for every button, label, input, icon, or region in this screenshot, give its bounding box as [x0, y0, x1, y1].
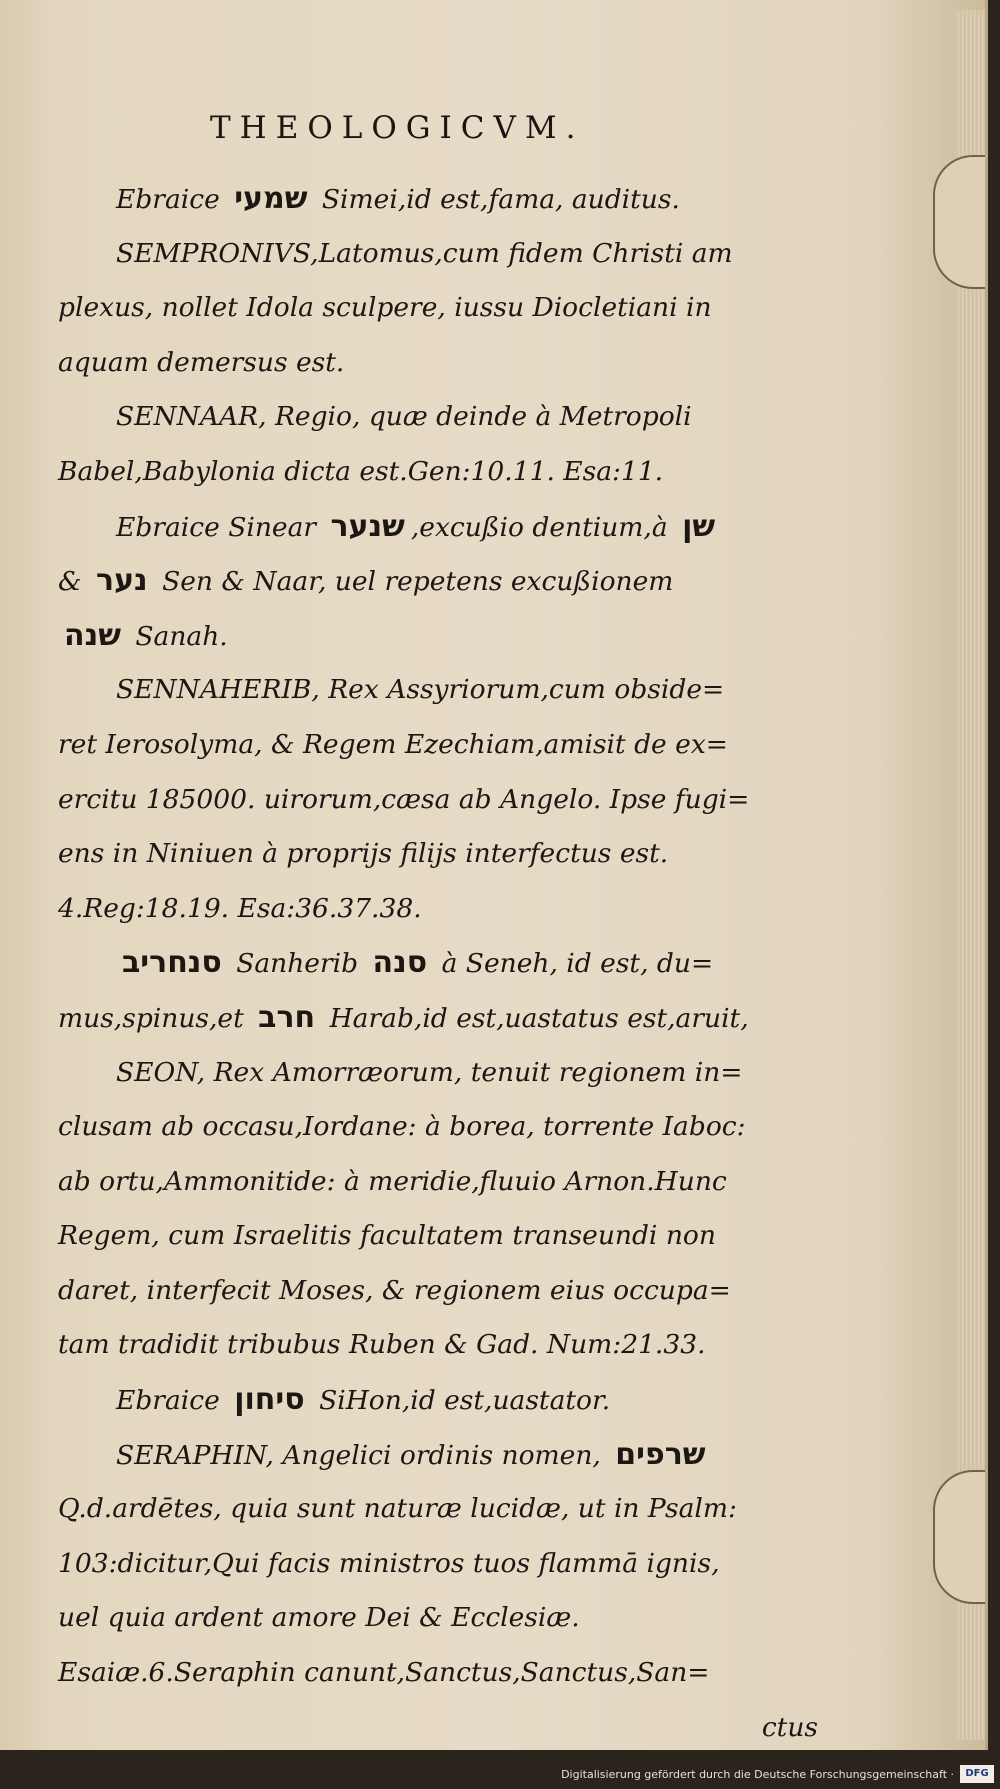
text-line [58, 1537, 818, 1592]
text-line [58, 991, 818, 1046]
latin-text: ret Ierosolyma, & Regem Ezechiam,amisit de ex= [58, 728, 728, 760]
text-line [58, 773, 818, 828]
text-line [58, 281, 818, 336]
text-line [58, 1428, 818, 1483]
text-line [58, 1155, 818, 1210]
page-clip-bottom [933, 1470, 988, 1604]
text-line [58, 445, 818, 500]
latin-text: SEMPRONIVS,Latomus,cum fidem Christi am [116, 237, 733, 269]
digitization-credit: Digitalisierung gefördert durch die Deutsche Forschungsgemeinschaft · [561, 1768, 954, 1781]
latin-text: uel quia ardent amore Dei & Ecclesiæ. [58, 1602, 580, 1634]
text-line [58, 500, 818, 555]
latin-text: SiHon,id est,uastator. [310, 1385, 611, 1417]
page-clip-top [933, 155, 988, 289]
hebrew-word: סיחון [234, 1382, 305, 1418]
hebrew-word: שנה [64, 617, 121, 653]
latin-text: Q.d.ardētes, quia sunt naturæ lucidæ, ut in Psalm: [58, 1493, 737, 1525]
latin-text: 103:dicitur,Qui facis ministros tuos flammā ignis, [58, 1547, 720, 1579]
text-line [58, 1318, 818, 1373]
latin-text: SEON, Rex Amorræorum, tenuit regionem in= [116, 1056, 743, 1088]
latin-text: aquam demersus est. [58, 346, 345, 378]
text-body [58, 172, 818, 1750]
latin-text: mus,spinus,et [58, 1002, 253, 1034]
text-line [58, 1646, 818, 1701]
text-line [58, 1209, 818, 1264]
latin-text: SENNAHERIB, Rex Assyriorum,cum obside= [116, 674, 725, 706]
latin-text: à Seneh, id est, du= [433, 948, 714, 980]
latin-text: ens in Niniuen à proprijs filijs interfectus est. [58, 838, 669, 870]
text-line [58, 1591, 818, 1646]
text-line [58, 609, 818, 664]
latin-text: ercitu 185000. uirorum,cæsa ab Angelo. Ipse fugi= [58, 783, 750, 815]
latin-text: Ebraice [116, 184, 229, 215]
latin-text: clusam ab occasu,Iordane: à borea, torrente Iaboc: [58, 1111, 746, 1143]
latin-text: Ebraice [116, 1385, 229, 1417]
dfg-logo: DFG [960, 1765, 994, 1783]
latin-text: Sanherib [227, 948, 367, 980]
hebrew-word: שמעי [234, 181, 308, 216]
hebrew-word: שן [682, 508, 716, 544]
text-line [58, 554, 818, 609]
text-line [58, 663, 818, 718]
latin-text: tam tradidit tribubus Ruben & Gad. Num:21.33. [58, 1329, 706, 1361]
latin-text: Babel,Babylonia dicta est.Gen:10.11. Esa:11. [58, 455, 664, 487]
text-line [58, 336, 818, 391]
text-line [58, 827, 818, 882]
latin-text: Sen & Naar, uel repetens excußionem [153, 566, 674, 598]
text-line [58, 1373, 818, 1428]
hebrew-word: שרפים [615, 1436, 706, 1472]
latin-text: plexus, nollet Idola sculpere, iussu Diocletiani in [58, 292, 712, 324]
latin-text: Sanah. [126, 620, 228, 652]
latin-text: Harab,id est,uastatus est,aruit, [321, 1002, 749, 1034]
latin-text: ab ortu,Ammonitide: à meridie,fluuio Arnon.Hunc [58, 1165, 727, 1197]
hebrew-word: סנה [372, 945, 428, 981]
latin-text: Ebraice Sinear [116, 511, 325, 543]
text-line [58, 390, 818, 445]
catchword: ctus [761, 1711, 818, 1743]
text-line [58, 718, 818, 773]
latin-text: Esaiæ.6.Seraphin canunt,Sanctus,Sanctus,San= [58, 1657, 710, 1689]
latin-text: Simei,id est,fama, auditus. [313, 184, 680, 215]
text-line [58, 1482, 818, 1537]
text-line [58, 936, 818, 991]
latin-text: Regem, cum Israelitis facultatem transeundi non [58, 1220, 716, 1252]
hebrew-word: חרב [258, 999, 316, 1035]
latin-text: ,excußio dentium,à [410, 511, 677, 543]
hebrew-word: שנער [330, 508, 405, 544]
running-head: THEOLOGICVM. [210, 110, 585, 146]
latin-text: SERAPHIN, Angelici ordinis nomen, [116, 1439, 610, 1471]
text-line [58, 227, 818, 282]
text-line [58, 1264, 818, 1319]
hebrew-word: נער [96, 563, 148, 599]
latin-text: & [58, 566, 91, 598]
hebrew-word: סנחריב [122, 945, 222, 981]
text-line [58, 882, 818, 937]
latin-text: 4.Reg:18.19. Esa:36.37.38. [58, 892, 422, 924]
latin-text: SENNAAR, Regio, quæ deinde à Metropoli [116, 401, 692, 433]
text-line [58, 172, 818, 227]
latin-text: daret, interfecit Moses, & regionem eius occupa= [58, 1274, 731, 1306]
text-line [58, 1046, 818, 1101]
text-line [58, 1100, 818, 1155]
